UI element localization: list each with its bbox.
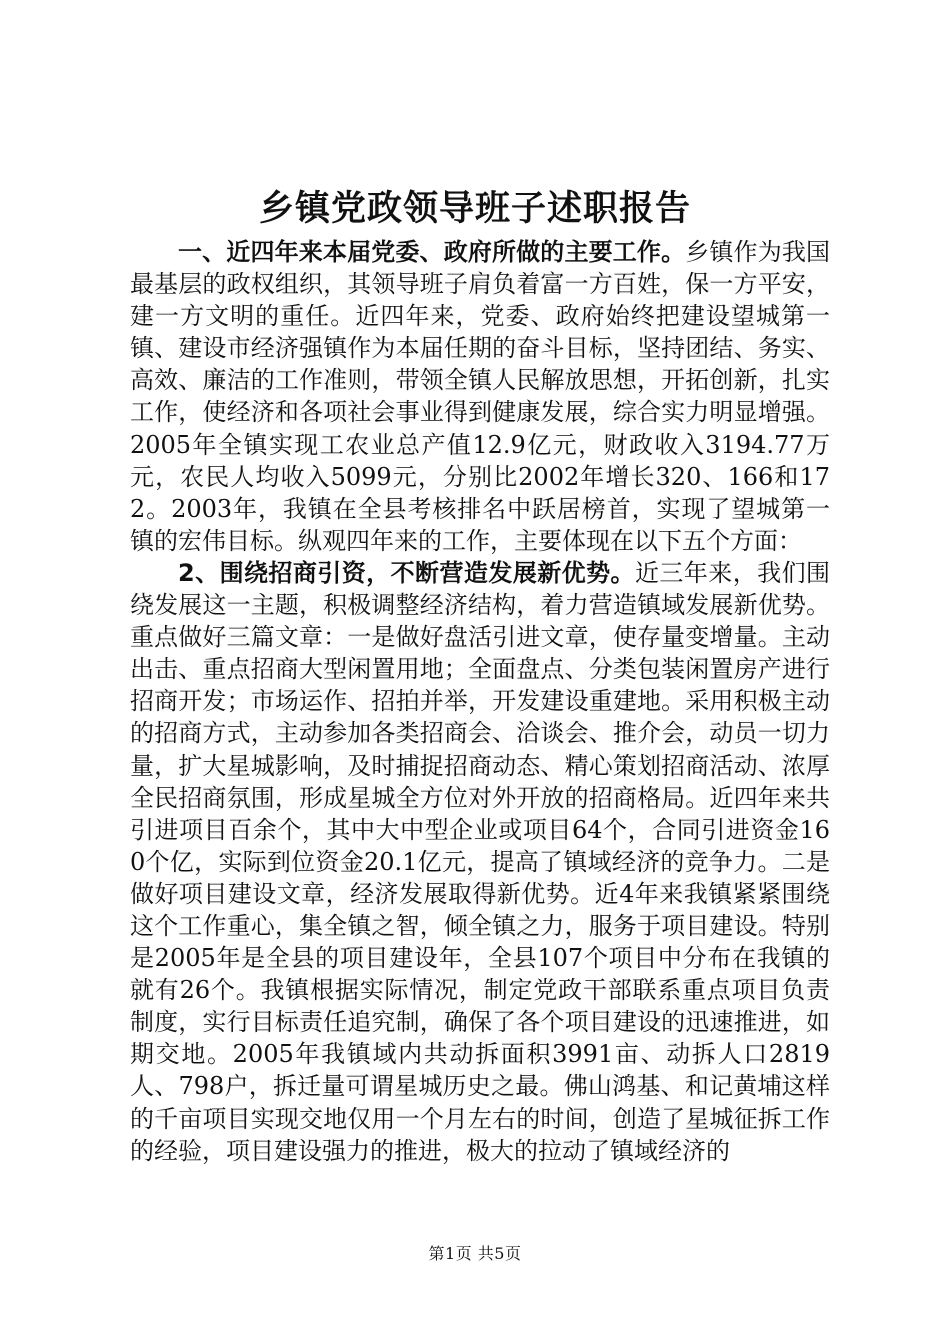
paragraph-1	[130, 236, 830, 557]
paragraph-2-text: 近三年来，我们围绕发展这一主题，积极调整经济结构，着力营造镇域发展新优势。重点做好三篇文章：一是做好盘活引进文章，使存量变增量。主动出击、重点招商大型闲置用地；全面盘点、分类包装闲置房产进行招商开发；市场运作、招拍并举，开发建设重建地。采用积极主动的招商方式，主动参加各类招商会、洽谈会、推介会，动员一切力量，扩大星城影响，及时捕捉招商动态、精心策划招商活动、浓厚全民招商氛围，形成星城全方位对外开放的招商格局。近四年来共引进项目百余个，其中大中型企业或项目64个，合同引进资金160个亿，实际到位资金20.1亿元，提高了镇域经济的竞争力。二是做好项目建设文章，经济发展取得新优势。近4年来我镇紧紧围绕这个工作重心，集全镇之智，倾全镇之力，服务于项目建设。特别是2005年是全县的项目建设年，全县107个项目中分布在我镇的就有26个。我镇根据实际情况，制定党政干部联系重点项目负责制度，实行目标责任追究制，确保了各个项目建设的迅速推进，如期交地。2005年我镇域内共动拆面积3991亩、动拆人口2819人、798户，拆迁量可谓星城历史之最。佛山鸿基、和记黄埔这样的千亩项目实现交地仅用一个月左右的时间，创造了星城征拆工作的经验，项目建设强力的推进，极大的拉动了镇域经济的	[130, 558, 831, 1165]
document-title: 乡镇党政领导班子述职报告	[258, 188, 691, 229]
page-number-footer: 第1页 共5页	[428, 1244, 522, 1263]
paragraph-1-heading: 一、近四年来本届党委、政府所做的主要工作。	[178, 238, 686, 266]
document-body	[130, 236, 830, 1167]
paragraph-2	[130, 557, 830, 1167]
paragraph-2-heading: 2、围绕招商引资，不断营造发展新优势。	[178, 558, 635, 587]
paragraph-1-text: 乡镇作为我国最基层的政权组织，其领导班子肩负着富一方百姓，保一方平安，建一方文明的重任。近四年来，党委、政府始终把建设望城第一镇、建设市经济强镇作为本届任期的奋斗目标，坚持团结、务实、高效、廉洁的工作准则，带领全镇人民解放思想，开拓创新，扎实工作，使经济和各项社会事业得到健康发展，综合实力明显增强。2005年全镇实现工农业总产值12.9亿元，财政收入3194.77万元，农民人均收入5099元，分别比2002年增长320、166和172。2003年，我镇在全县考核排名中跃居榜首，实现了望城第一镇的宏伟目标。纵观四年来的工作，主要体现在以下五个方面：	[130, 238, 831, 555]
